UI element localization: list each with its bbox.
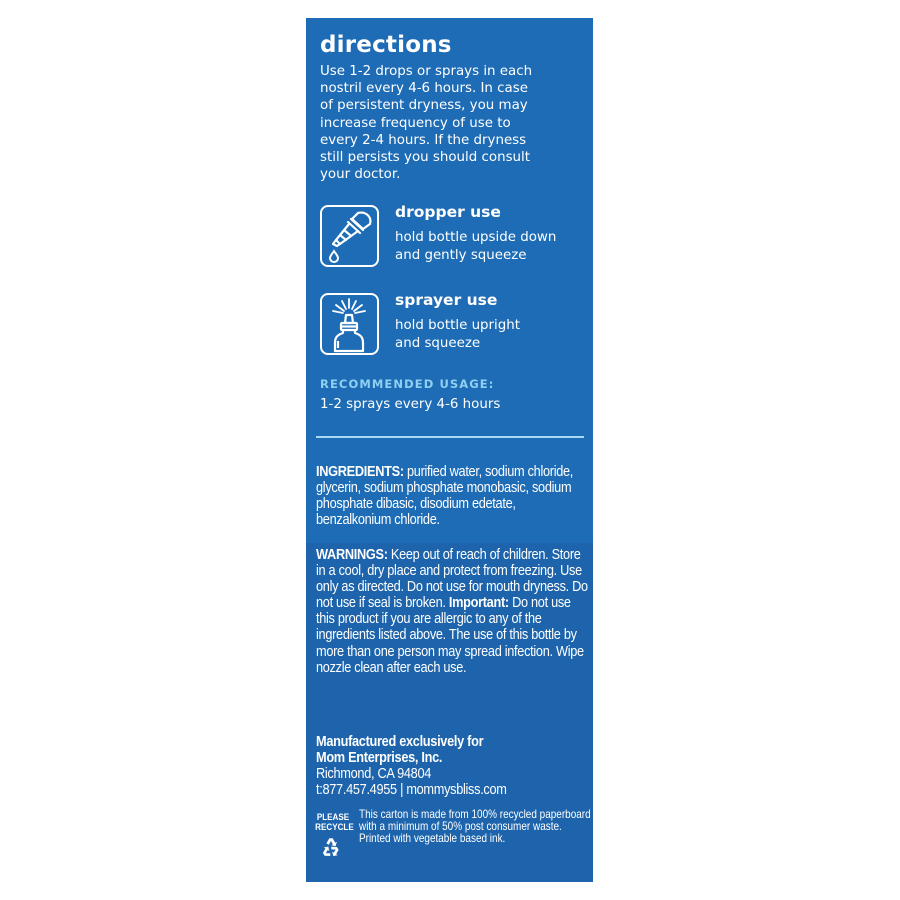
dropper-use-block — [318, 203, 593, 273]
manufacturer-line-3: Richmond, CA 94804 — [316, 766, 432, 783]
dropper-icon — [320, 205, 379, 267]
section-divider — [316, 436, 584, 438]
recommended-usage-heading: RECOMMENDED USAGE: — [320, 377, 495, 391]
sprayer-use-title: sprayer use — [395, 291, 498, 309]
ingredients-list: purified water, sodium chloride, glycerin, sodium phosphate monobasic, sodium phosphate dibasic, disodium edetate, benzalkonium chloride. — [316, 464, 574, 529]
sprayer-use-text: hold bottle upright and squeeze — [395, 318, 521, 351]
recommended-usage-text: 1-2 sprays every 4-6 hours — [320, 397, 501, 412]
please-recycle-label: PLEASE RECYCLE — [315, 812, 354, 833]
directions-title: directions — [320, 32, 452, 58]
dropper-use-text: hold bottle upside down and gently squeeze — [395, 230, 557, 263]
manufacturer-line-1: Manufactured exclusively for — [316, 734, 484, 750]
packaging-panel — [306, 18, 593, 882]
sprayer-use-block — [318, 291, 593, 361]
recycle-statement: This carton is made from 100% recycled paperboard with a minimum of 50% post consumer waste. Printed with vegetable based ink. — [359, 808, 591, 846]
warnings-body-2: Do not use this product if you are allergic to any of the ingredients listed above. The use of this bottle by more than one person may spread infection. Wipe nozzle clean after each use. — [316, 595, 584, 676]
recycle-icon — [320, 836, 342, 858]
warnings-label: WARNINGS: — [316, 547, 388, 563]
warnings-body-1: Keep out of reach of children. Store in a cool, dry place and protect from freezing. Use only as directed. Do not use for mouth dryness. Do not use if seal is broken. — [316, 547, 588, 612]
warnings-text — [316, 547, 589, 676]
sprayer-icon — [320, 293, 379, 355]
directions-text: Use 1-2 drops or sprays in each nostril every 4-6 hours. In case of persistent dryness, you may increase frequency of use to every 2-4 hours. If the dryness still persists you should consult your doctor. — [320, 64, 533, 183]
manufacturer-line-4: t:877.457.4955 | mommysbliss.com — [316, 782, 507, 799]
important-label: Important: — [448, 595, 509, 612]
manufacturer-info — [316, 734, 589, 798]
ingredients-label: INGREDIENTS: — [316, 464, 404, 480]
manufacturer-line-2: Mom Enterprises, Inc. — [316, 750, 443, 767]
dropper-use-title: dropper use — [395, 203, 501, 221]
ingredients-text — [316, 464, 589, 528]
